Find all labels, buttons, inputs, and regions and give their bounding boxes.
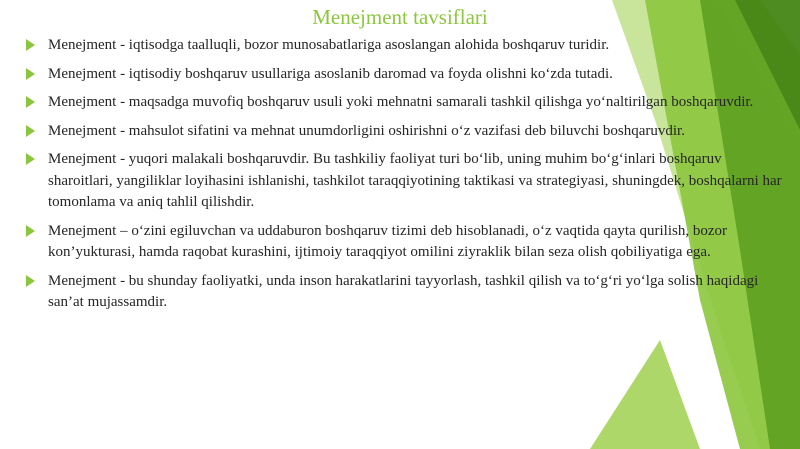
bullet-text: Menejment - mahsulot sifatini va mehnat unumdorligini oshirishni o‘z vazifasi deb biluvchi boshqaruvdir.	[48, 122, 685, 139]
bullet-item	[22, 121, 782, 143]
triangle-arrow-icon	[26, 96, 35, 108]
bullet-text: Menejment – o‘zini egiluvchan va uddaburon boshqaruv tizimi deb hisoblanadi, o‘z vaqtida qayta qurilish, bozor kon’yukturasi, hamda raqobat kurashini, ijtimoiy taraqqiyot omilini ziyraklik bilan seza olish qobiliyatiga ega.	[48, 222, 727, 260]
triangle-arrow-icon	[26, 68, 35, 80]
bullet-text: Menejment - iqtisodiy boshqaruv usullariga asoslanib daromad va foyda olishni ko‘zda tutadi.	[48, 65, 613, 82]
bullet-text: Menejment - bu shunday faoliyatki, unda inson harakatlarini tayyorlash, tashkil qilish va to‘g‘ri yo‘lga solish haqidagi san’at mujassamdir.	[48, 272, 759, 310]
bullet-text: Menejment - maqsadga muvofiq boshqaruv usuli yoki mehnatni samarali tashkil qilishga yo‘naltirilgan boshqaruvdir.	[48, 94, 754, 110]
triangle-arrow-icon	[26, 39, 35, 51]
triangle-arrow-icon	[26, 225, 35, 237]
bullet-list	[22, 35, 782, 321]
bullet-text: Menejment - iqtisodga taalluqli, bozor munosabatlariga asoslangan alohida boshqaruv turidir.	[48, 37, 610, 53]
bullet-item	[22, 271, 782, 314]
slide-title: Menejment tavsiflari	[312, 5, 488, 29]
bullet-item	[22, 35, 782, 57]
bullet-item	[22, 149, 782, 214]
bullet-item	[22, 92, 782, 114]
triangle-arrow-icon	[26, 125, 35, 137]
triangle-arrow-icon	[26, 153, 35, 165]
bullet-text: Menejment - yuqori malakali boshqaruvdir. Bu tashkiliy faoliyat turi bo‘lib, uning muhim bo‘g‘inlari boshqaruv sharoitlari, yangiliklar loyihasini ishlanishi, tashkilot taraqqiyotining taktikasi va strategiyasi, shuningdek, boshqalarni har tomonlama va aniq tahlil qilishdir.	[48, 151, 782, 210]
triangle-arrow-icon	[26, 275, 35, 287]
bullet-item	[22, 64, 782, 86]
bullet-item	[22, 221, 782, 264]
